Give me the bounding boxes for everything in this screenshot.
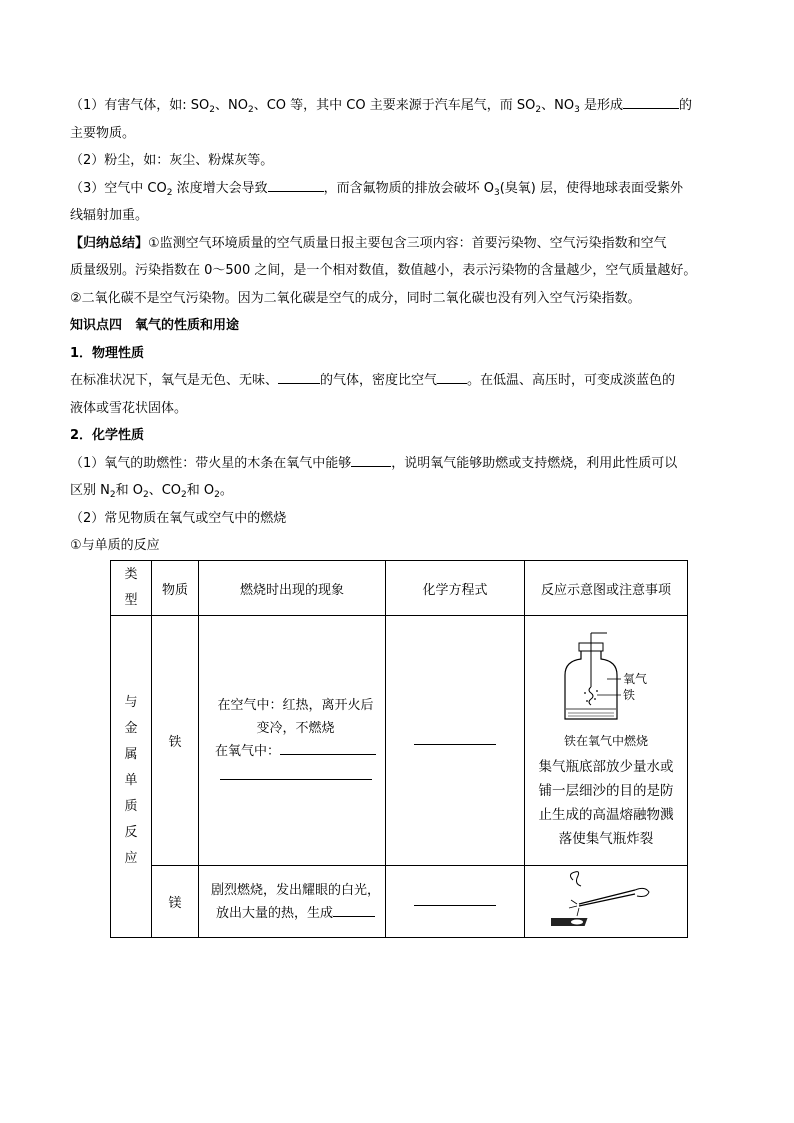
paragraph-dust: （2）粉尘，如：灰尘、粉煤灰等。 [70, 153, 274, 168]
paragraph-line: 主要物质。 [70, 125, 136, 141]
document-body [70, 92, 730, 560]
fill-blank[interactable] [280, 742, 376, 755]
paragraph-co2 [70, 175, 730, 203]
type-char: 质 [124, 798, 138, 814]
fill-blank[interactable] [333, 904, 375, 917]
paragraph-line: 液体或雪花状固体。 [70, 400, 188, 416]
fill-blank[interactable] [437, 371, 467, 384]
fill-blank[interactable] [220, 767, 372, 780]
type-char: 反 [124, 824, 138, 840]
text: 。 [219, 483, 233, 498]
fill-blank[interactable] [414, 732, 496, 745]
header-equation: 化学方程式 [386, 561, 525, 616]
text: 剧烈燃烧，发出耀眼的白光， [210, 882, 380, 898]
text: 区别 N [70, 483, 110, 498]
text: 、NO [541, 98, 575, 113]
phenomenon-iron [199, 616, 386, 866]
substance-magnesium: 镁 [152, 866, 199, 938]
table-row [111, 616, 688, 866]
equation-iron [386, 616, 525, 866]
text: 变冷，不燃烧 [256, 720, 335, 736]
table-row [111, 866, 688, 938]
label-oxygen: 氧气 [623, 671, 648, 686]
text: ，说明氧气能够助燃或支持燃烧，利用此性质可以 [391, 455, 678, 471]
text: 、NO [215, 98, 248, 113]
subscript: 2 [142, 490, 149, 500]
summary-heading: 【归纳总结】 [70, 235, 149, 251]
reaction-table [110, 560, 688, 938]
text: 和 O [186, 483, 215, 498]
paragraph-line [70, 477, 730, 505]
magnesium-burning-tongs-icon [551, 870, 661, 934]
paragraph-line: （2）常见物质在氧气或空气中的燃烧 [70, 510, 287, 526]
paragraph-line: 线辐射加重。 [70, 208, 149, 223]
text: 。在低温、高压时，可变成淡蓝色的 [467, 373, 676, 388]
paragraph-physical [70, 367, 730, 395]
notes-magnesium [525, 866, 688, 938]
label-iron: 铁 [623, 687, 636, 702]
text: 在氧气中： [214, 743, 280, 759]
subscript: 2 [535, 105, 542, 115]
text: 在空气中：红热，离开火后 [217, 697, 374, 713]
figure-caption: 铁在氧气中燃烧 [563, 733, 648, 748]
section-heading: 知识点四 氧气的性质和用途 [70, 318, 240, 333]
iron-burning-flask-icon [551, 631, 661, 731]
type-char: 与 [124, 694, 138, 710]
blank-line [206, 763, 385, 788]
text: 放出大量的热，生成 [215, 905, 333, 921]
header-type [111, 561, 152, 616]
text: 浓度增大会导致 [176, 180, 268, 196]
fill-blank[interactable] [414, 893, 496, 906]
fill-blank[interactable] [623, 96, 679, 109]
text: ①监测空气环境质量的空气质量日报主要包含三项内容：首要污染物、空气污染指数和空气 [148, 235, 667, 251]
subsection-heading: 1．物理性质 [70, 345, 145, 361]
paragraph-combustion [70, 450, 730, 478]
note-line: 落使集气瓶炸裂 [558, 830, 654, 847]
text: ，而含氟物质的排放会破坏 O [323, 180, 494, 196]
subscript: 2 [247, 105, 254, 115]
header-notes: 反应示意图或注意事项 [525, 561, 688, 616]
subscript: 3 [493, 187, 500, 198]
header-char: 型 [124, 593, 138, 608]
subscript: 2 [109, 490, 116, 500]
paragraph-line: 质量级别。污染指数在 0～500 之间，是一个相对数值，数值越小，表示污染物的含量越少，空气质量越好。 [70, 263, 697, 278]
text: （1）氧气的助燃性：带火星的木条在氧气中能够 [70, 455, 352, 471]
text: 、CO 等，其中 CO 主要来源于汽车尾气，而 SO [253, 98, 536, 113]
equation-magnesium [386, 866, 525, 938]
table-header-row [111, 561, 688, 616]
type-char: 单 [124, 772, 138, 788]
notes-iron [525, 616, 688, 866]
subscript: 2 [181, 490, 187, 500]
type-char: 金 [124, 720, 138, 736]
header-phenomenon: 燃烧时出现的现象 [199, 561, 386, 616]
paragraph-harmful-gas [70, 92, 730, 120]
subscript: 2 [214, 490, 220, 500]
note-line: 集气瓶底部放少量水或 [538, 758, 674, 775]
fill-blank[interactable] [268, 179, 324, 192]
subscript: 2 [209, 105, 216, 115]
text: 的 [678, 98, 692, 113]
text-with-blank [206, 740, 385, 763]
summary-paragraph [70, 230, 730, 258]
note-line: 铺一层细沙的目的是防 [538, 782, 674, 799]
paragraph-heading-elements: ①与单质的反应 [70, 538, 160, 553]
note-line: 止生成的高温熔融物溅 [538, 806, 674, 823]
type-cell [111, 616, 152, 938]
text: （3）空气中 CO [70, 180, 167, 196]
text: 、CO [148, 483, 182, 498]
type-char: 应 [124, 850, 138, 866]
header-substance: 物质 [152, 561, 199, 616]
subscript: 2 [166, 187, 173, 198]
text: (臭氧) 层，使得地球表面受紫外 [499, 180, 683, 196]
text: 在标准状况下，氧气是无色、无味、 [70, 373, 279, 388]
fill-blank[interactable] [351, 454, 391, 467]
text: 和 O [115, 483, 143, 498]
fill-blank[interactable] [278, 371, 320, 384]
text: 是形成 [583, 98, 623, 113]
substance-iron: 铁 [152, 616, 199, 866]
text: 的气体，密度比空气 [320, 373, 438, 388]
text-with-blank [206, 902, 385, 925]
phenomenon-magnesium [199, 866, 386, 938]
paragraph-line: ②二氧化碳不是空气污染物。因为二氧化碳是空气的成分，同时二氧化碳也没有列入空气污染指数。 [70, 290, 641, 306]
subscript: 3 [574, 105, 580, 115]
header-char: 类 [124, 567, 138, 582]
text: （1）有害气体，如: SO [70, 98, 210, 113]
subsection-heading: 2．化学性质 [70, 428, 145, 443]
type-char: 属 [124, 746, 138, 762]
